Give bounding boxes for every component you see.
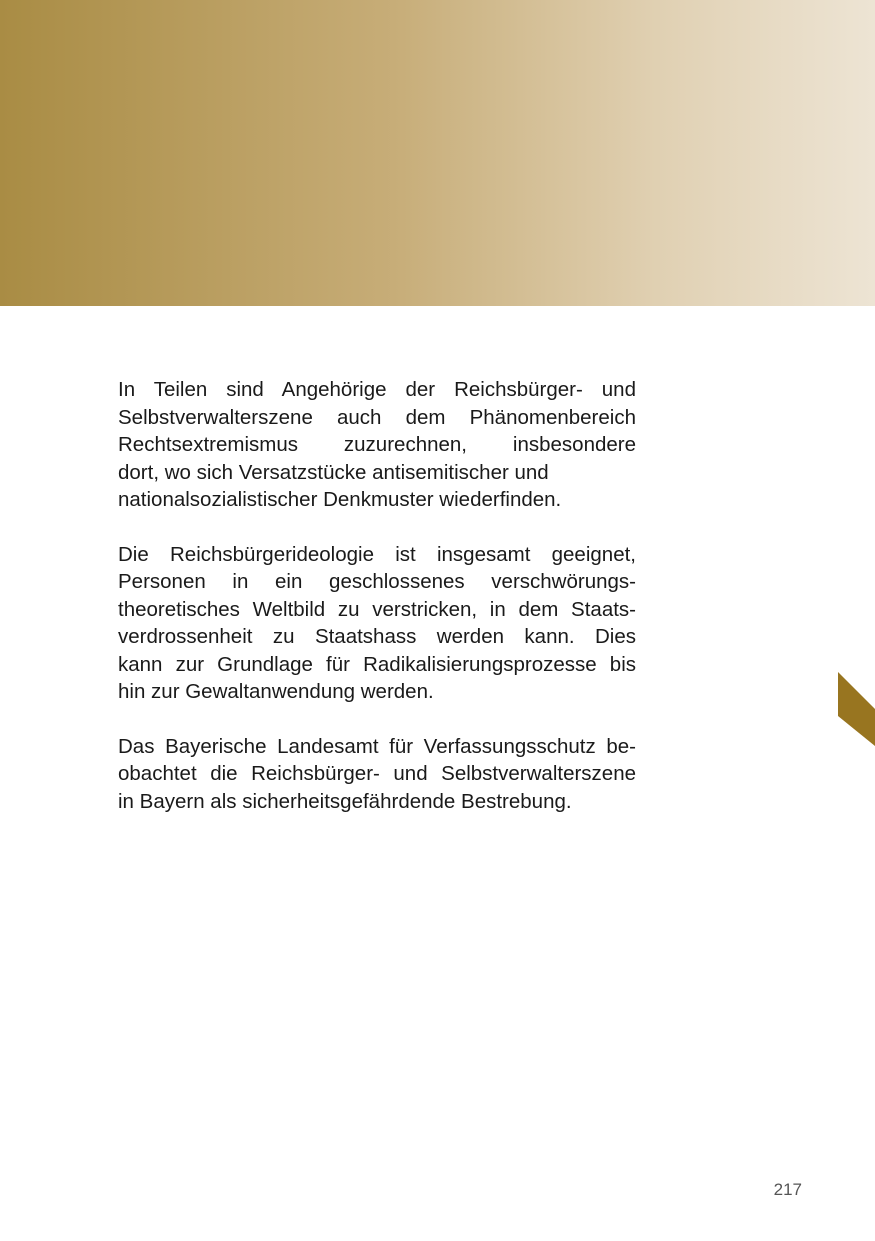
chapter-tab-marker <box>838 672 875 746</box>
page-number: 217 <box>773 1180 802 1199</box>
text-line: nationalsozialistischer Denkmuster wiederfinden. <box>118 488 562 511</box>
paragraph-2 <box>118 541 636 706</box>
text-line: dort, wo sich Versatzstücke antisemitischer und <box>118 460 549 484</box>
text-line: in Bayern als sicherheitsgefährdende Bestrebung. <box>118 789 572 813</box>
header-gradient-band <box>0 0 875 306</box>
text-line: theoretisches Weltbild zu verstricken, in dem Staats- <box>118 597 636 621</box>
text-line: obachtet die Reichsbürger- und Selbstverwalterszene <box>118 762 636 785</box>
paragraph-3 <box>118 733 636 816</box>
text-line: verdrossenheit zu Staatshass werden kann. Dies <box>118 625 636 648</box>
text-line: In Teilen sind Angehörige der Reichsbürger- und <box>118 378 636 401</box>
text-line: Rechtsextremismus zuzurechnen, insbesondere <box>118 433 636 456</box>
text-line: Das Bayerische Landesamt für Verfassungsschutz be- <box>118 734 636 758</box>
text-line: kann zur Grundlage für Radikalisierungsprozesse bis <box>118 652 636 676</box>
paragraph-1 <box>118 376 636 514</box>
text-line: Die Reichsbürgerideologie ist insgesamt geeignet, <box>118 542 636 566</box>
text-line: hin zur Gewaltanwendung werden. <box>118 680 434 703</box>
body-text <box>118 376 636 842</box>
text-line: Personen in ein geschlossenes verschwörungs- <box>118 570 636 593</box>
text-line: Selbstverwalterszene auch dem Phänomenbereich <box>118 405 636 429</box>
